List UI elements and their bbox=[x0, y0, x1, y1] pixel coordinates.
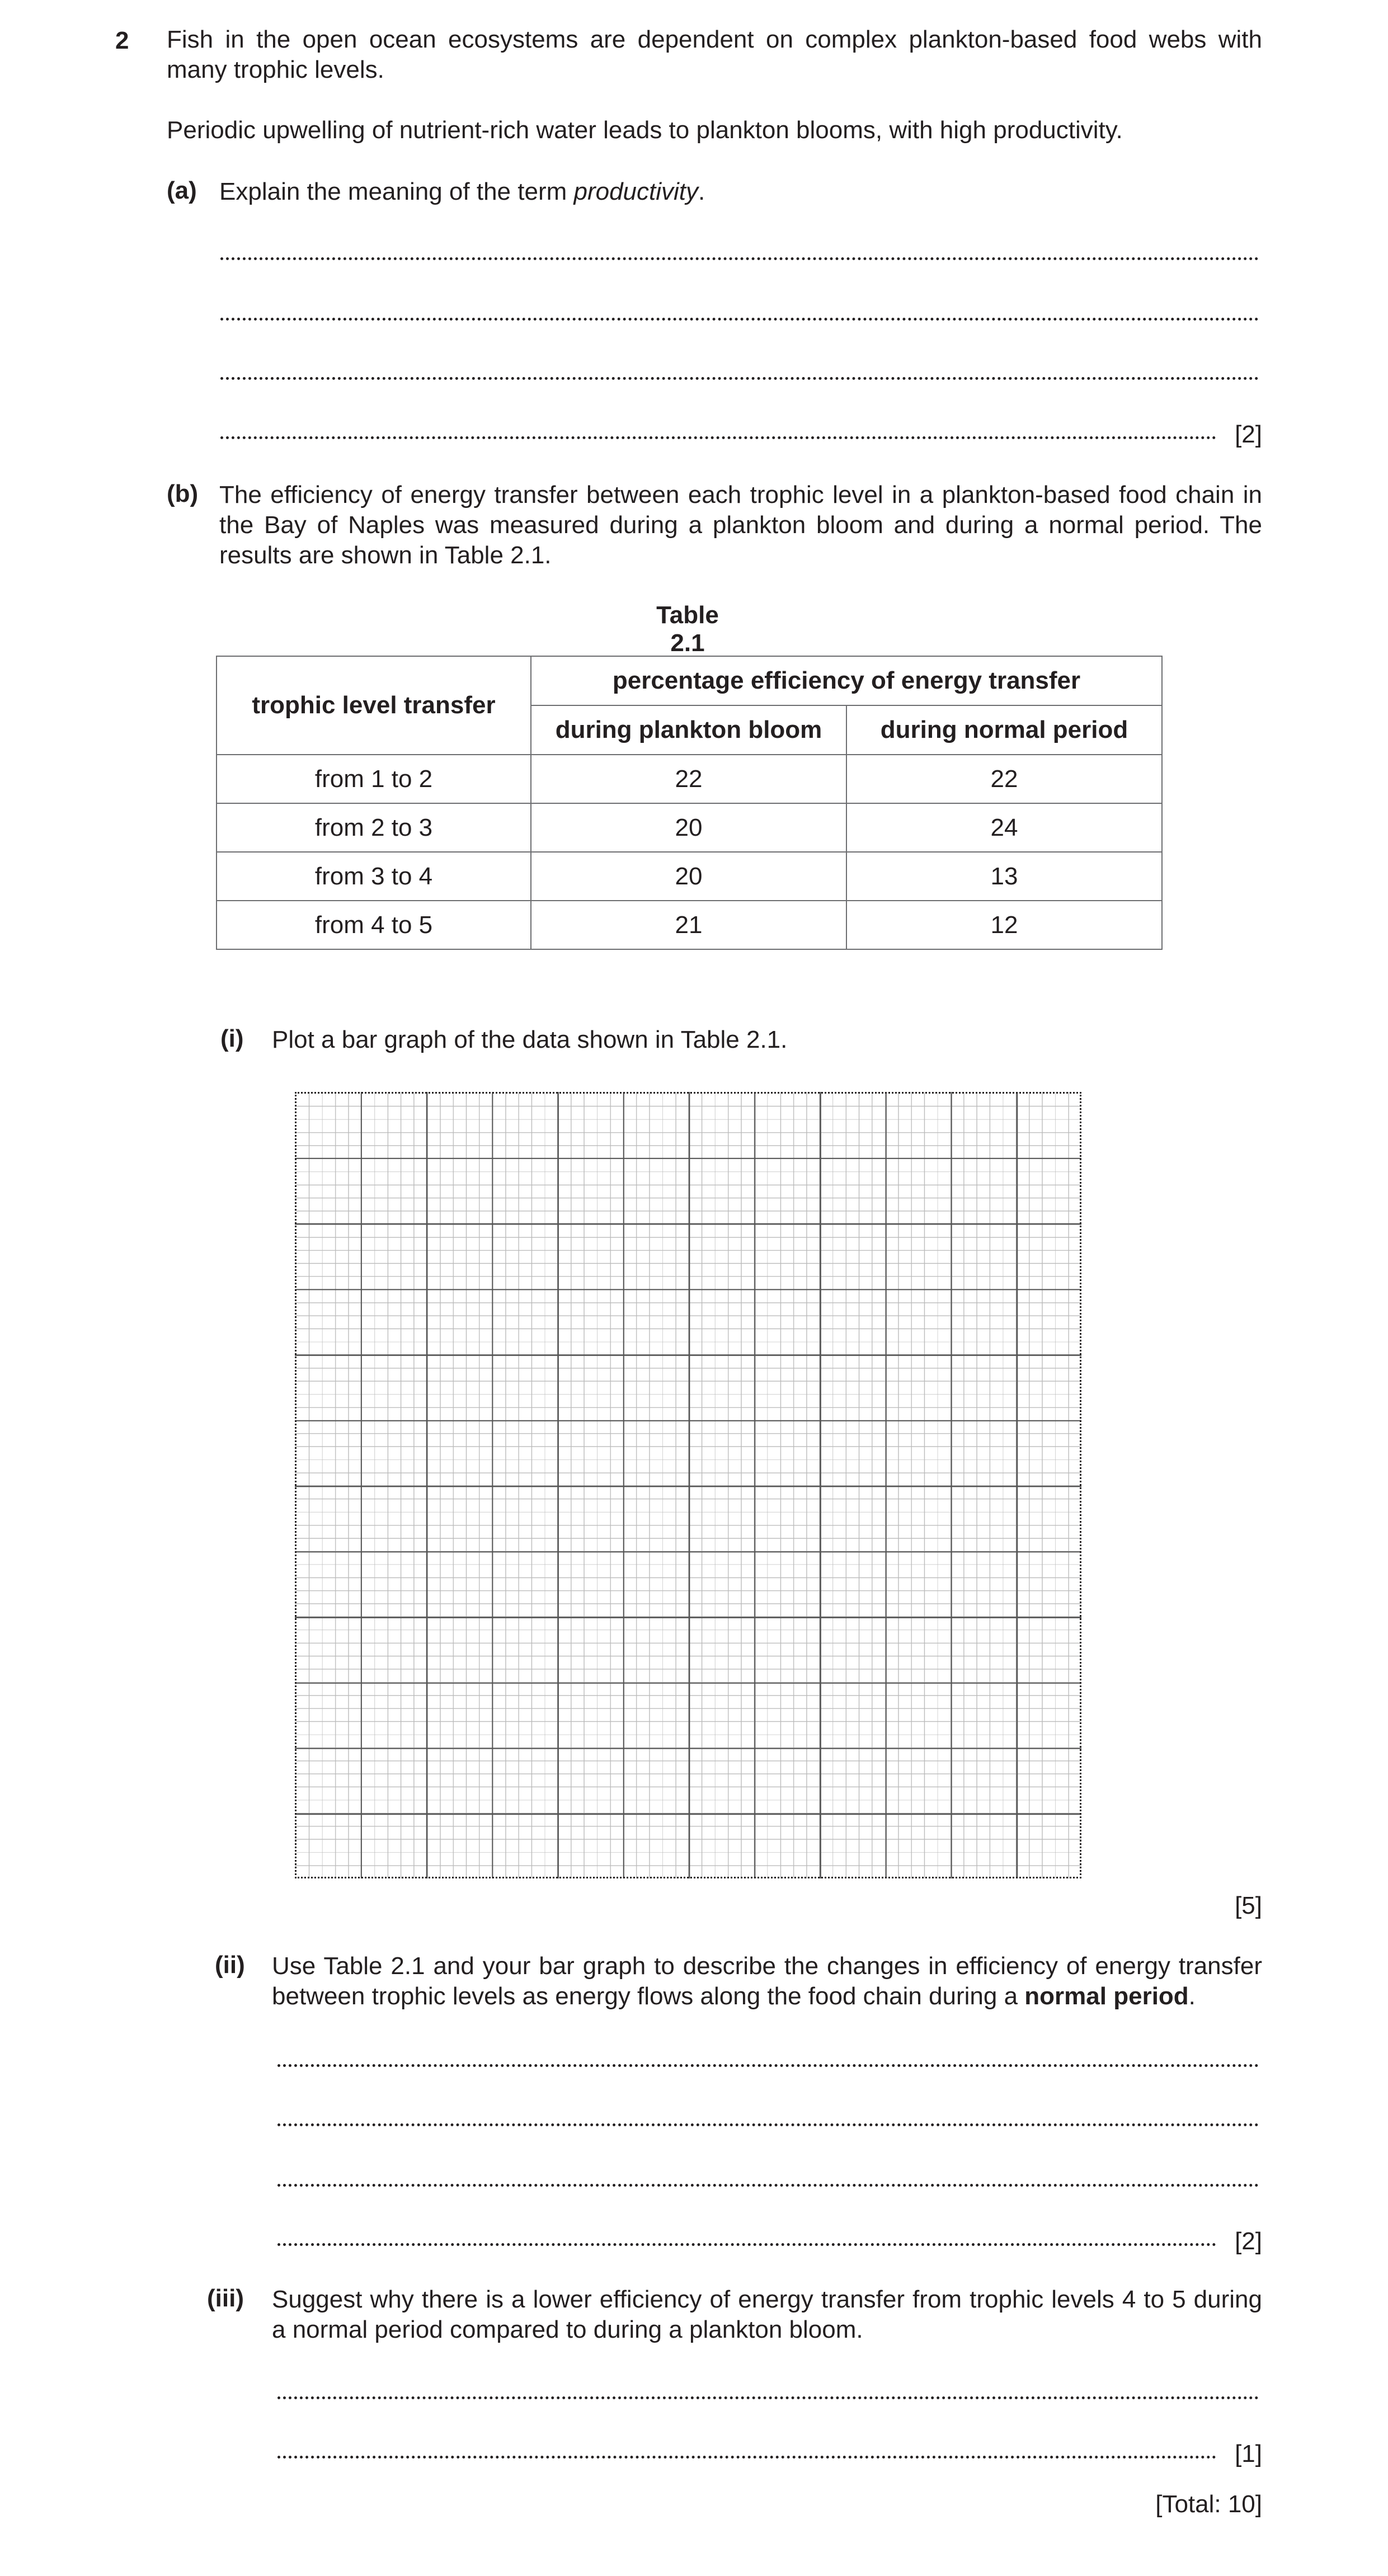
answer-line-b-ii-3[interactable] bbox=[277, 2184, 1259, 2187]
total-marks: [Total: 10] bbox=[1155, 2490, 1262, 2518]
part-b-ii-text-after: . bbox=[1188, 1982, 1196, 2010]
header-trophic-transfer: trophic level transfer bbox=[217, 656, 531, 755]
cell-transfer: from 3 to 4 bbox=[217, 852, 531, 901]
answer-line-b-ii-4[interactable] bbox=[277, 2243, 1216, 2246]
header-bloom: during plankton bloom bbox=[531, 705, 846, 755]
question-context: Periodic upwelling of nutrient-rich water leads to plankton blooms, with high productivity. bbox=[167, 116, 1123, 144]
cell-transfer: from 4 to 5 bbox=[217, 901, 531, 949]
cell-normal: 24 bbox=[846, 803, 1162, 852]
table-row bbox=[217, 755, 1162, 803]
header-percentage-efficiency: percentage efficiency of energy transfer bbox=[531, 656, 1162, 705]
cell-normal: 22 bbox=[846, 755, 1162, 803]
cell-normal: 13 bbox=[846, 852, 1162, 901]
part-b-text: The efficiency of energy transfer between each trophic level in a plankton-based food chain in the Bay of Naples was measured during a plankton bloom and during a normal period. The results are shown in Table 2.1. bbox=[219, 481, 1262, 569]
cell-transfer: from 2 to 3 bbox=[217, 803, 531, 852]
answer-line-b-iii-2[interactable] bbox=[277, 2456, 1216, 2459]
answer-line-b-iii-1[interactable] bbox=[277, 2396, 1259, 2399]
cell-bloom: 20 bbox=[531, 803, 846, 852]
answer-line-a3[interactable] bbox=[220, 377, 1259, 380]
answer-line-b-ii-2[interactable] bbox=[277, 2123, 1259, 2126]
part-b-ii-text-bold: normal period bbox=[1024, 1982, 1189, 2010]
answer-line-a4[interactable] bbox=[220, 436, 1216, 439]
cell-bloom: 21 bbox=[531, 901, 846, 949]
part-a-marks: [2] bbox=[1235, 421, 1262, 448]
part-a-prompt-after: . bbox=[698, 178, 705, 205]
part-b-ii-label: (ii) bbox=[215, 1951, 245, 1979]
header-normal: during normal period bbox=[846, 705, 1162, 755]
answer-line-a2[interactable] bbox=[220, 318, 1259, 321]
part-b-label: (b) bbox=[167, 480, 199, 507]
question-number: 2 bbox=[115, 27, 129, 54]
cell-bloom: 22 bbox=[531, 755, 846, 803]
graph-paper-grid[interactable] bbox=[295, 1092, 1081, 1878]
answer-line-b-ii-1[interactable] bbox=[277, 2064, 1259, 2067]
part-a-prompt bbox=[219, 177, 1262, 207]
part-b-ii-text-before: Use Table 2.1 and your bar graph to describe the changes in efficiency of energy transfer between trophic levels as energy flows along the food chain during a bbox=[272, 1952, 1262, 2010]
data-table bbox=[216, 656, 1163, 950]
table-row bbox=[217, 852, 1162, 901]
answer-line-a1[interactable] bbox=[220, 257, 1259, 260]
part-b-ii-text bbox=[272, 1951, 1262, 2012]
part-b-iii-text: Suggest why there is a lower efficiency of energy transfer from trophic levels 4 to 5 during a normal period compared to during a plankton bloom. bbox=[272, 2286, 1262, 2343]
table-row bbox=[217, 803, 1162, 852]
cell-transfer: from 1 to 2 bbox=[217, 755, 531, 803]
table-row bbox=[217, 901, 1162, 949]
part-b-iii-marks: [1] bbox=[1235, 2440, 1262, 2467]
table-title: Table 2.1 bbox=[656, 601, 719, 657]
part-b-i-text: Plot a bar graph of the data shown in Table 2.1. bbox=[272, 1026, 788, 1053]
part-b-iii-label: (iii) bbox=[207, 2285, 244, 2312]
part-b-i-marks: [5] bbox=[1235, 1892, 1262, 1919]
part-b-ii-marks: [2] bbox=[1235, 2227, 1262, 2255]
part-a-label: (a) bbox=[167, 177, 197, 204]
part-b-i-label: (i) bbox=[220, 1025, 244, 1052]
cell-normal: 12 bbox=[846, 901, 1162, 949]
part-a-term: productivity bbox=[573, 178, 699, 205]
question-intro: Fish in the open ocean ecosystems are dependent on complex plankton-based food webs with many trophic levels. bbox=[167, 26, 1262, 83]
part-a-prompt-before: Explain the meaning of the term bbox=[219, 178, 574, 205]
cell-bloom: 20 bbox=[531, 852, 846, 901]
